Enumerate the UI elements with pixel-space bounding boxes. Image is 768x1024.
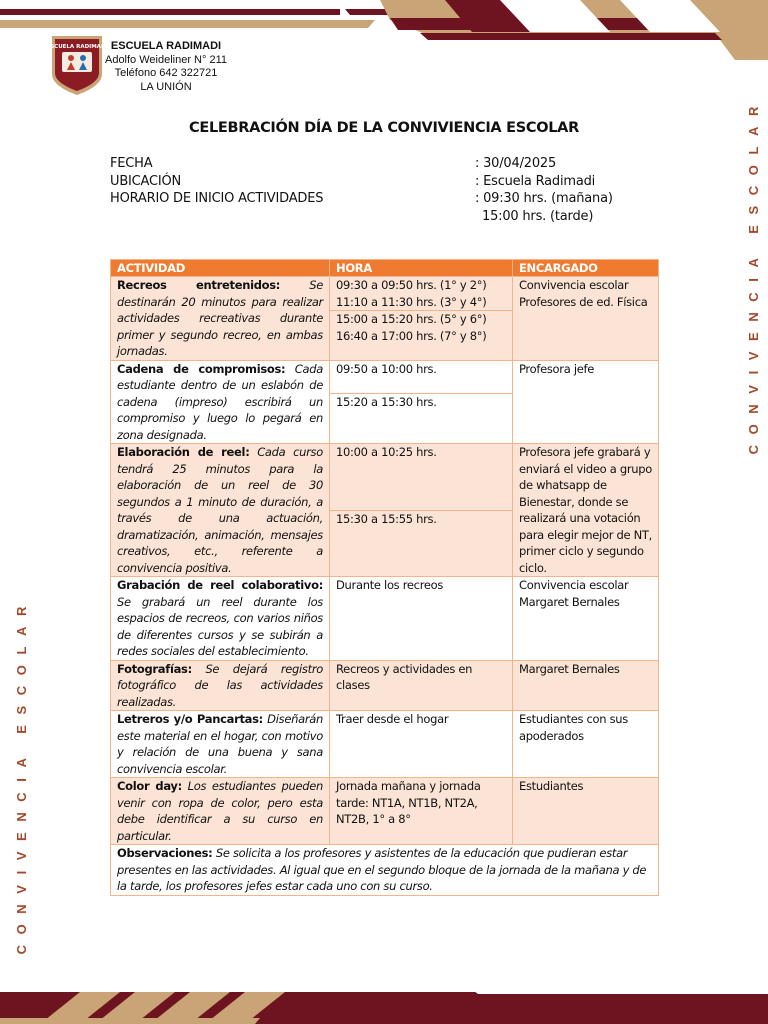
ubicacion-label: UBICACIÓN <box>110 173 182 189</box>
activity-cell: Letreros y/o Pancartas: Diseñarán este material en el hogar, con motivo y relación de una buena y sana convivencia escolar. <box>111 711 330 778</box>
header-hour: HORA <box>330 260 513 277</box>
school-info <box>104 40 228 94</box>
manager-cell: Convivencia escolar Margaret Bernales <box>513 577 659 661</box>
activity-cell: Fotografías: Se dejará registro fotográfico de las actividades realizadas. <box>111 660 330 711</box>
school-logo <box>46 34 108 96</box>
hour-cell: 15:00 a 15:20 hrs. (5° y 6°) 16:40 a 17:00 hrs. (7° y 8°) <box>330 311 513 360</box>
observations-cell: Observaciones: Se solicita a los profesores y asistentes de la educación que pudieran estar presentes en las actividades. Al igual que en el segundo bloque de la jornada de la mañana y de la tarde, los profesores jefes estar cada uno con su curso. <box>111 845 659 896</box>
table-row <box>111 277 659 311</box>
school-phone: Teléfono 642 322721 <box>114 67 218 79</box>
activity-cell: Elaboración de reel: Cada curso tendrá 25 minutos para la elaboración de un reel de 30 segundos a 1 minuto de duración, a través de una actuación, dramatización, animación, mensajes creativos, etc., referente a convivencia positiva. <box>111 444 330 577</box>
header-manager: ENCARGADO <box>513 260 659 277</box>
horario-value-am: : 09:30 hrs. (mañana) <box>475 191 613 206</box>
horario-value-pm: 15:00 hrs. (tarde) <box>482 208 594 224</box>
activity-cell: Cadena de compromisos: Cada estudiante dentro de un eslabón de cadena (impreso) escribirá un compromiso y luego lo pegará en zona designada. <box>111 360 330 444</box>
table-row <box>111 778 659 845</box>
ubicacion-value: : Escuela Radimadi <box>475 173 596 189</box>
hour-cell: 15:30 a 15:55 hrs. <box>330 510 513 577</box>
table-row <box>111 444 659 511</box>
school-name: ESCUELA RADIMADI <box>110 40 222 52</box>
table-header-row <box>111 260 659 277</box>
side-text-right: CONVIVENCIA ESCOLAR <box>746 96 761 455</box>
activity-cell: Color day: Los estudiantes pueden venir con ropa de color, pero esta debe identificar a su curso en particular. <box>111 778 330 845</box>
school-address: Adolfo Weideliner N° 211 <box>104 53 227 66</box>
header-activity: ACTIVIDAD <box>111 260 330 277</box>
bottom-decoration <box>0 988 768 1024</box>
manager-cell: Margaret Bernales <box>513 660 659 711</box>
observations-row <box>111 845 659 896</box>
info-labels <box>110 155 323 208</box>
info-values <box>475 155 613 225</box>
activity-cell: Grabación de reel colaborativo: Se grabará un reel durante los espacios de recreos, con varios niños de diferentes cursos y se subirán a redes sociales del establecimiento. <box>111 577 330 661</box>
hour-cell: Jornada mañana y jornada tarde: NT1A, NT1B, NT2A, NT2B, 1° a 8° <box>330 778 513 845</box>
table-row <box>111 360 659 394</box>
activity-cell: Recreos entretenidos: Se destinarán 20 minutos para realizar actividades recreativas durante primer y segundo recreo, en ambas jornadas. <box>111 277 330 361</box>
fecha-value: : 30/04/2025 <box>475 156 557 171</box>
page-title: CELEBRACIÓN DÍA DE LA CONVIVIENCIA ESCOLAR <box>189 120 579 136</box>
table-row <box>111 577 659 661</box>
manager-cell: Profesora jefe grabará y enviará el video a grupo de whatsapp de Bienestar, donde se realizará una votación para elegir mejor de NT, primer ciclo y segundo ciclo. <box>513 444 659 577</box>
activities-table <box>110 259 659 896</box>
fecha-label: FECHA <box>110 156 153 171</box>
hour-cell: Recreos y actividades en clases <box>330 660 513 711</box>
logo-text: ESCUELA RADIMADI <box>46 44 108 50</box>
hour-cell: Traer desde el hogar <box>330 711 513 778</box>
manager-cell: Convivencia escolar Profesores de ed. Física <box>513 277 659 361</box>
manager-cell: Profesora jefe <box>513 360 659 444</box>
side-text-left: CONVIVENCIA ESCOLAR <box>14 596 29 955</box>
hour-cell: 09:50 a 10:00 hrs. <box>330 360 513 394</box>
horario-label: HORARIO DE INICIO ACTIVIDADES <box>110 191 324 206</box>
table-row <box>111 711 659 778</box>
hour-cell: Durante los recreos <box>330 577 513 661</box>
manager-cell: Estudiantes con sus apoderados <box>513 711 659 778</box>
hour-cell: 15:20 a 15:30 hrs. <box>330 394 513 444</box>
hour-cell: 09:30 a 09:50 hrs. (1° y 2°) 11:10 a 11:30 hrs. (3° y 4°) <box>330 277 513 311</box>
school-city: LA UNIÓN <box>140 80 192 93</box>
manager-cell: Estudiantes <box>513 778 659 845</box>
table-row <box>111 660 659 711</box>
hour-cell: 10:00 a 10:25 hrs. <box>330 444 513 511</box>
